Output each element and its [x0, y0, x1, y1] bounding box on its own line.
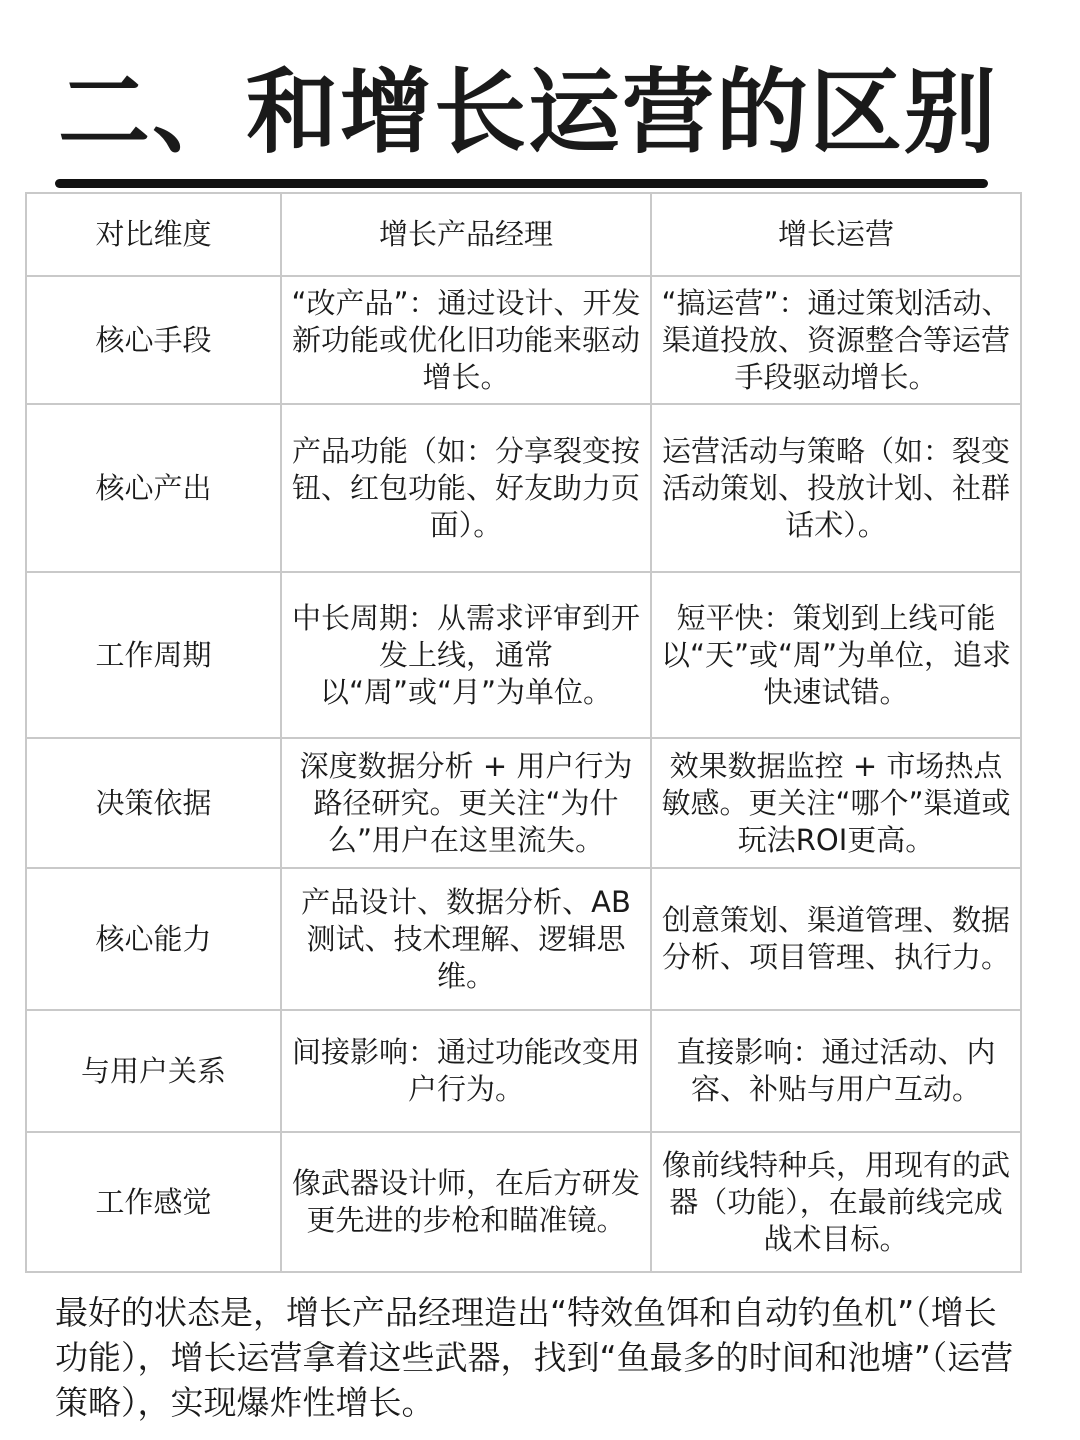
table-header-row	[26, 193, 1021, 276]
row-product-manager-cell: 深度数据分析 + 用户行为路径研究。更关注“为什么”用户在这里流失。	[281, 738, 651, 868]
table-row	[26, 1132, 1021, 1272]
header-operations: 增长运营	[651, 193, 1021, 276]
row-operations-cell: 直接影响：通过活动、内容、补贴与用户互动。	[651, 1010, 1021, 1132]
comparison-table	[25, 192, 1022, 1273]
row-operations-cell: 短平快：策划到上线可能以“天”或“周”为单位，追求快速试错。	[651, 572, 1021, 738]
table-row	[26, 572, 1021, 738]
row-dimension: 决策依据	[26, 738, 281, 868]
row-dimension: 工作感觉	[26, 1132, 281, 1272]
table-row	[26, 738, 1021, 868]
header-dimension: 对比维度	[26, 193, 281, 276]
table-row	[26, 1010, 1021, 1132]
table-row	[26, 276, 1021, 404]
row-operations-cell: 创意策划、渠道管理、数据分析、项目管理、执行力。	[651, 868, 1021, 1010]
row-operations-cell: 效果数据监控 + 市场热点敏感。更关注“哪个”渠道或玩法ROI更高。	[651, 738, 1021, 868]
title-underline	[55, 179, 988, 188]
table-row	[26, 868, 1021, 1010]
table-row	[26, 404, 1021, 572]
row-dimension: 核心手段	[26, 276, 281, 404]
row-product-manager-cell: 产品设计、数据分析、AB测试、技术理解、逻辑思维。	[281, 868, 651, 1010]
header-product-manager: 增长产品经理	[281, 193, 651, 276]
row-operations-cell: “搞运营”：通过策划活动、渠道投放、资源整合等运营手段驱动增长。	[651, 276, 1021, 404]
row-dimension: 工作周期	[26, 572, 281, 738]
row-product-manager-cell: “改产品”：通过设计、开发新功能或优化旧功能来驱动增长。	[281, 276, 651, 404]
row-operations-cell: 像前线特种兵，用现有的武器（功能），在最前线完成战术目标。	[651, 1132, 1021, 1272]
page-title: 二、和增长运营的区别	[58, 59, 999, 166]
row-product-manager-cell: 中长周期：从需求评审到开发上线，通常以“周”或“月”为单位。	[281, 572, 651, 738]
summary-paragraph: 最好的状态是，增长产品经理造出“特效鱼饵和自动钓鱼机”（增长功能），增长运营拿着这些武器，找到“鱼最多的时间和池塘”（运营策略），实现爆炸性增长。	[55, 1293, 1014, 1422]
row-dimension: 与用户关系	[26, 1010, 281, 1132]
row-dimension: 核心能力	[26, 868, 281, 1010]
row-dimension: 核心产出	[26, 404, 281, 572]
row-product-manager-cell: 间接影响：通过功能改变用户行为。	[281, 1010, 651, 1132]
row-product-manager-cell: 像武器设计师，在后方研发更先进的步枪和瞄准镜。	[281, 1132, 651, 1272]
row-product-manager-cell: 产品功能（如：分享裂变按钮、红包功能、好友助力页面）。	[281, 404, 651, 572]
row-operations-cell: 运营活动与策略（如：裂变活动策划、投放计划、社群话术）。	[651, 404, 1021, 572]
